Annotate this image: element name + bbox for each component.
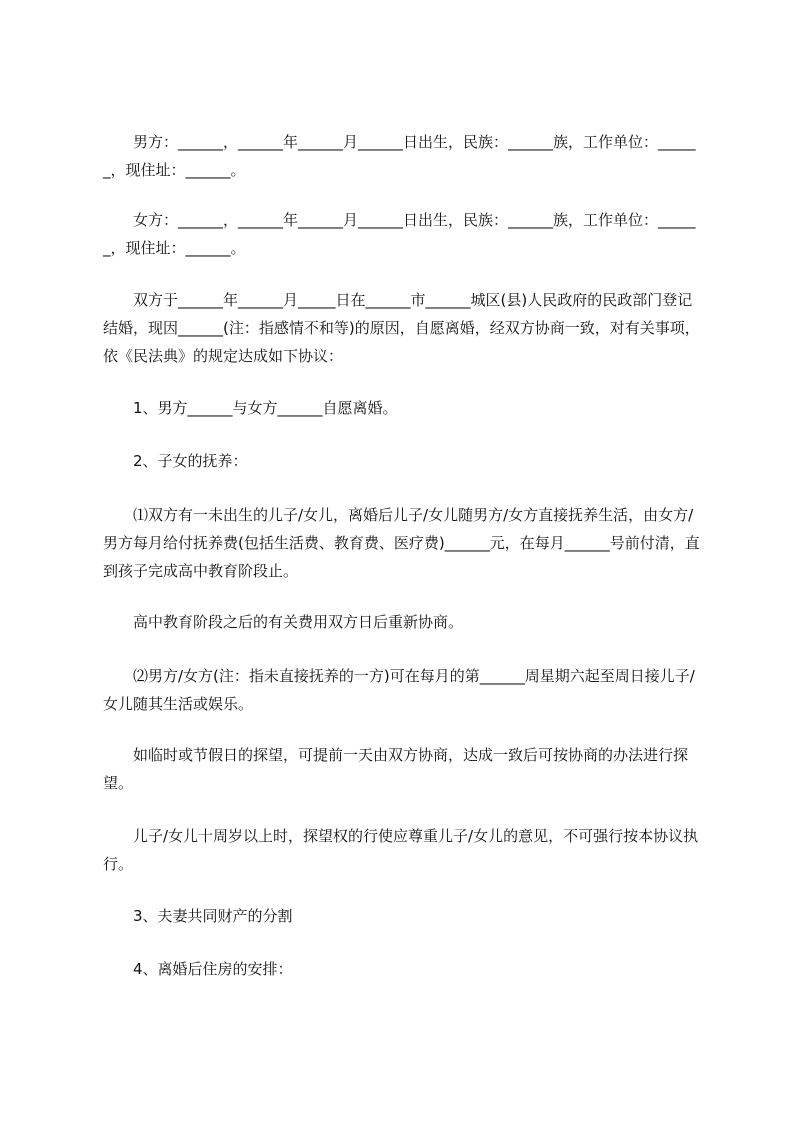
paragraph-child-support: ⑴双方有一未出生的儿子/女儿，离婚后儿子/女儿随男方/女方直接抚养生活，由女方/男方每月给付抚养费(包括生活费、教育费、医疗费)______元，在每月______号前付清，直到孩子完成高中教育阶段止。 bbox=[103, 506, 700, 580]
paragraph-clause-1: 1、男方______与女方______自愿离婚。 bbox=[103, 399, 398, 417]
paragraph-child-over-ten: 儿子/女儿十周岁以上时，探望权的行使应尊重儿子/女儿的意见，不可强行按本协议执行。 bbox=[103, 827, 699, 873]
paragraph-husband-info: 男方：______，______年______月______日出生，民族：______族，工作单位：______，现住址：______。 bbox=[103, 133, 696, 179]
paragraph-wife-info: 女方：______，______年______月______日出生，民族：______族，工作单位：______，现住址：______。 bbox=[103, 211, 696, 257]
paragraph-clause-2-heading: 2、子女的抚养： bbox=[103, 452, 248, 470]
paragraph-visitation: ⑵男方/女方(注：指未直接抚养的一方)可在每月的第______周星期六起至周日接儿子/女儿随其生活或娱乐。 bbox=[103, 667, 695, 713]
paragraph-higher-education-costs: 高中教育阶段之后的有关费用双方日后重新协商。 bbox=[103, 613, 464, 631]
paragraph-clause-4-heading: 4、离婚后住房的安排： bbox=[103, 960, 293, 978]
paragraph-marriage-registration: 双方于______年______月_____日在______市______城区(县)人民政府的民政部门登记结婚，现因______(注：指感情不和等)的原因，自愿离婚，经双方协商一致，对有关事项，依《民法典》的规定达成如下协议： bbox=[103, 291, 700, 365]
paragraph-holiday-visits: 如临时或节假日的探望，可提前一天由双方协商，达成一致后可按协商的办法进行探望。 bbox=[103, 746, 689, 792]
paragraph-clause-3-heading: 3、夫妻共同财产的分割 bbox=[103, 907, 293, 925]
